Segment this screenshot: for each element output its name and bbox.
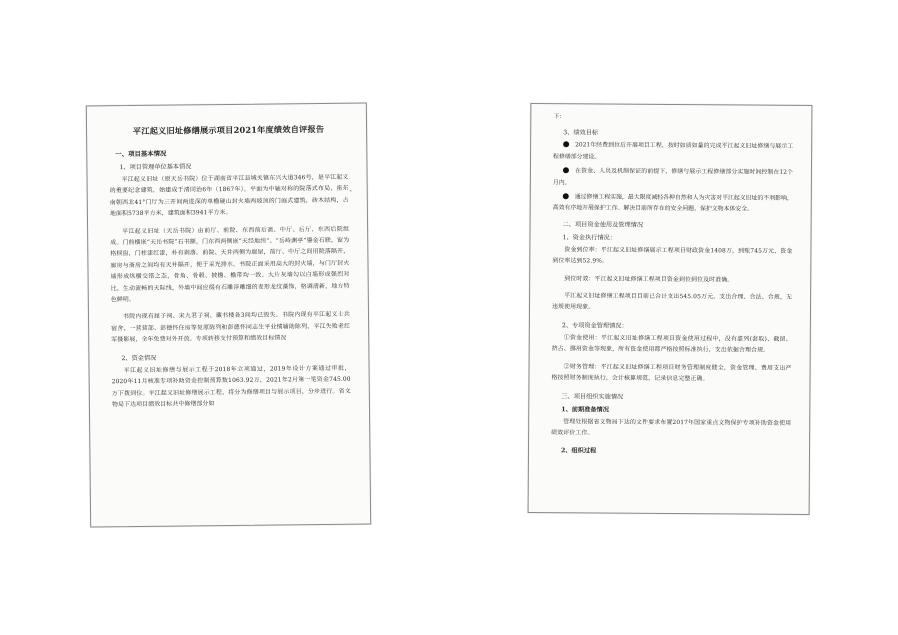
- section-heading: 一、项目基本情况: [115, 149, 167, 159]
- scan-speck: [350, 190, 352, 192]
- paragraph: ①资金使用：平江起义旧址修缮工程项目资金使用过程中，没有虚列(套取)、截留、挤占、挪用资金等现象，所有资金使用都严格按照标准执行，支出依据合理合规。: [551, 335, 792, 354]
- bullet-text: 2021年经费到位后开展项目工程，按时如质如量的完成平江起义旧址修缮与展示工程修缮部分建设。: [553, 142, 794, 161]
- bullet-dot-icon: [563, 141, 569, 147]
- bullet-item: [553, 141, 793, 165]
- paragraph: 平江起义旧址（原天岳书院）位于湖南省平江县城关镇东兴大道346号，是平江起义的重要纪念建筑。始建成于清同治6年（1867年）。平面为中轴对称的院落式布局，座东南朝西北41°门厅为三开间两进深的单檐硬山封火墙两坡顶的门庭式建筑，砖木结构，占地面积5738平方米，建筑面积3941平方米。: [109, 174, 349, 218]
- paragraph: 书院内现有屈子祠、宋九君子祠、藏书楼各3间均已毁失。书院内现有平江起义士兵宿舍、一营营部、彭德怀住房等复原陈列和彭德怀同志生平业绩辅助陈列、平江失败老红军摄影展，全年免费对外开放。专项转移支付预算和绩效目标情况: [111, 312, 351, 344]
- subsection-heading: 2、资金情况: [121, 354, 157, 362]
- page-right-content: [551, 112, 793, 460]
- report-title: 平江起义旧址修缮展示项目2021年度绩效自评报告: [132, 123, 325, 136]
- subsection-heading: 2、组织过程: [560, 447, 597, 455]
- paragraph: 资金到位率：平江起义旧址修缮展示工程项目财政资金1408万，到账745万元，资金到位率达到52.9%。: [552, 247, 793, 265]
- paragraph: ②财务管理：平江起义旧址修缮工程项目财务管理制度健全，资金管理、费用支出严格按照财务制度执行，会计核算规范，记录信息完整正确。: [551, 363, 792, 383]
- paragraph: 平江起义旧址修缮工程项目目前已合计支出545.05万元，支出合理、合法、合规，无违规使用现象。: [551, 293, 793, 311]
- subsection-heading: 3、绩效目标: [563, 129, 599, 137]
- bullet-dot-icon: [563, 167, 569, 173]
- subsection-heading: 1、项目管理单位基本情况: [119, 163, 192, 172]
- paragraph: 平江起义旧址（天岳书院）由前厅、前院、东西前后斋、中厅、后厅、东西后院组成。门前横嵌“天岳书院”石书额，门东西两侧嵌“天经地纬”、“岳峙渊亭”鎏金石联，窗为格棂窗，门柱漆红漆，朴有剥落。前院、天井两侧为廊屋，前厅、中厅之间用院落隔开，廊房与斋房之间均有天井隔开，便于采光排水。书院正面采用高大的封火墙，与门厅封火墙形成纵横交错之态，骨角、骨毂、披檐、檐带均一致。大片灰墙勾以白墙形成强烈对比，生动流畅的天际线，外墙中间应缀有石雕浮雕细的麦形龙纹藻饰，格调清新，地方特色鲜明。: [110, 226, 350, 304]
- bullet-text: 通过修缮工程实施，最大限度减轻各种自然和人为灾害对平江起义旧址的不利影响，高效有序地开展保护工作。解决目前所存在的安全问题，保护文物本体安全。: [552, 194, 793, 214]
- bullet-text: 在资金、人员及机制保证的前提下，修缮与展示工程修缮部分实施时间控制在12个月内。: [552, 168, 793, 186]
- paragraph: 到位时效：平江起义旧址修缮工程项目资金到位到位及时准确。: [564, 275, 734, 284]
- bullet-dot-icon: [563, 193, 569, 199]
- paragraph: 平江起义旧址修缮与展示工程于2018年立项通过，2019年设计方案通过审批，2020年11月核准专项补助资金控制预算数1063.92万，2021年2月第一笔资金745.00万下拨到位。平江起义旧址修缮展示工程，将分为修缮项目与展示项目，分步进行。省文物局下达项目绩效目标共中修缮部分如: [111, 365, 351, 409]
- subsection-heading: 2、专项资金管理情况：: [561, 322, 628, 330]
- section-heading: 三、项目组织实施情况: [561, 392, 624, 401]
- subsection-heading: 1、资金执行情况：: [562, 234, 616, 242]
- bullet-item: [553, 192, 793, 216]
- bullet-item: [553, 166, 793, 190]
- paragraph: 管理处根据省文物局下达的文件要求布置2017年国家重点文物保护专项补助资金使用绩效评价工作。: [551, 418, 792, 437]
- subsection-heading: 1、前期准备情况: [561, 405, 609, 414]
- document-page-right: [528, 103, 813, 515]
- document-page-left: [86, 103, 371, 528]
- continuation-text: 下：: [553, 114, 566, 121]
- section-heading: 二、项目资金使用及管理情况: [562, 221, 644, 229]
- page-left-content: [109, 118, 351, 418]
